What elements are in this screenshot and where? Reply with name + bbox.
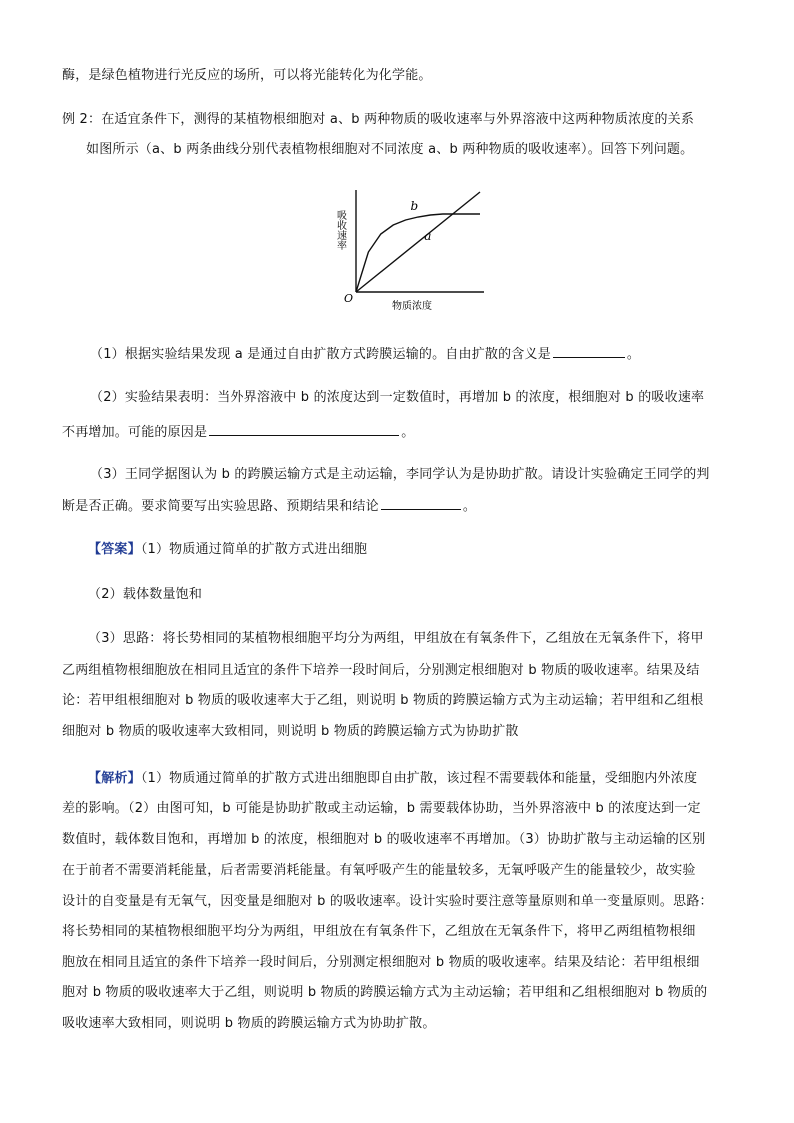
analysis-line-8: 胞对 b 物质的吸收速率大于乙组，则说明 b 物质的跨膜运输方式为主动运输；若甲组和乙组根细胞对 b 物质的	[62, 985, 708, 1000]
question-3-line-2	[62, 497, 476, 516]
series-b-label: b	[410, 199, 419, 213]
question-1-end: 。	[626, 347, 641, 362]
analysis-line-3: 数值时，载体数目饱和，再增加 b 的浓度，根细胞对 b 的吸收速率不再增加。（3）协助扩散与主动运输的区别	[62, 832, 706, 847]
answer-1: （1）物质通过简单的扩散方式进出细胞	[140, 542, 368, 557]
question-2-text: 不再增加。可能的原因是	[62, 425, 208, 440]
answer-3-line-3: 论：若甲组根细胞对 b 物质的吸收速率大于乙组，则说明 b 物质的跨膜运输方式为主动运输；若甲组和乙组根	[62, 693, 704, 708]
question-1	[90, 345, 640, 364]
answer-1-line	[88, 541, 367, 559]
answer-blank-1[interactable]	[553, 345, 625, 358]
absorption-rate-chart	[330, 186, 490, 322]
question-3-end: 。	[462, 499, 477, 514]
analysis-line-2: 差的影响。（2）由图可知，b 可能是协助扩散或主动运输，b 需要载体协助，当外界溶液中 b 的浓度达到一定	[62, 801, 701, 816]
analysis-tag: 【解析】	[88, 771, 141, 786]
answer-3-line-4: 细胞对 b 物质的吸收速率大致相同，则说明 b 物质的跨膜运输方式为协助扩散	[62, 724, 519, 739]
question-2-line-2	[62, 423, 414, 442]
question-1-text: （1）根据实验结果发现 a 是通过自由扩散方式跨膜运输的。自由扩散的含义是	[90, 347, 551, 362]
analysis-text-1: （1）物质通过简单的扩散方式进出细胞即自由扩散，该过程不需要载体和能量，受细胞内外浓度	[140, 771, 698, 786]
analysis-line-5: 设计的自变量是有无氧气，因变量是细胞对 b 的吸收速率。设计实验时要注意等量原则和单一变量原则。思路：	[62, 894, 713, 909]
answer-tag: 【答案】	[88, 542, 141, 557]
answer-blank-3[interactable]	[381, 497, 461, 510]
analysis-line-9: 吸收速率大致相同，则说明 b 物质的跨膜运输方式为协助扩散。	[62, 1016, 436, 1031]
x-axis-label: 物质浓度	[392, 301, 432, 312]
question-3-line-1: （3）王同学据图认为 b 的跨膜运输方式是主动运输，李同学认为是协助扩散。请设计实验确定王同学的判	[90, 467, 710, 482]
example-line-2: 如图所示（a、b 两条曲线分别代表植物根细胞对不同浓度 a、b 两种物质的吸收速率）。回答下列问题。	[86, 142, 694, 157]
analysis-line-4: 在于前者不需要消耗能量，后者需要消耗能量。有氧呼吸产生的能量较多，无氧呼吸产生的能量较少，故实验	[62, 863, 696, 878]
origin-label: O	[344, 292, 354, 305]
example-line-1: 例 2：在适宜条件下，测得的某植物根细胞对 a、b 两种物质的吸收速率与外界溶液中这两种物质浓度的关系	[62, 112, 695, 127]
answer-2: （2）载体数量饱和	[88, 587, 203, 602]
analysis-line-1	[88, 770, 697, 788]
question-2-end: 。	[401, 425, 415, 440]
analysis-line-7: 胞放在相同且适宜的条件下培养一段时间后，分别测定根细胞对 b 物质的吸收速率。结果及结论：若甲组根细	[62, 955, 700, 970]
intro-line: 酶，是绿色植物进行光反应的场所，可以将光能转化为化学能。	[62, 68, 432, 83]
question-3-text: 断是否正确。要求简要写出实验思路、预期结果和结论	[62, 499, 379, 514]
question-2-line-1: （2）实验结果表明：当外界溶液中 b 的浓度达到一定数值时，再增加 b 的浓度，根细胞对 b 的吸收速率	[90, 390, 705, 405]
y-axis-label: 吸收速率	[334, 210, 346, 250]
analysis-line-6: 将长势相同的某植物根细胞平均分为两组，甲组放在有氧条件下，乙组放在无氧条件下，将甲乙两组植物根细	[62, 924, 696, 939]
answer-3-line-1: （3）思路：将长势相同的某植物根细胞平均分为两组，甲组放在有氧条件下，乙组放在无氧条件下，将甲	[88, 631, 704, 646]
series-b-line	[356, 214, 480, 292]
answer-blank-2[interactable]	[209, 423, 399, 436]
answer-3-line-2: 乙两组植物根细胞放在相同且适宜的条件下培养一段时间后，分别测定根细胞对 b 物质的吸收速率。结果及结	[62, 663, 700, 678]
series-a-label: a	[424, 229, 432, 243]
